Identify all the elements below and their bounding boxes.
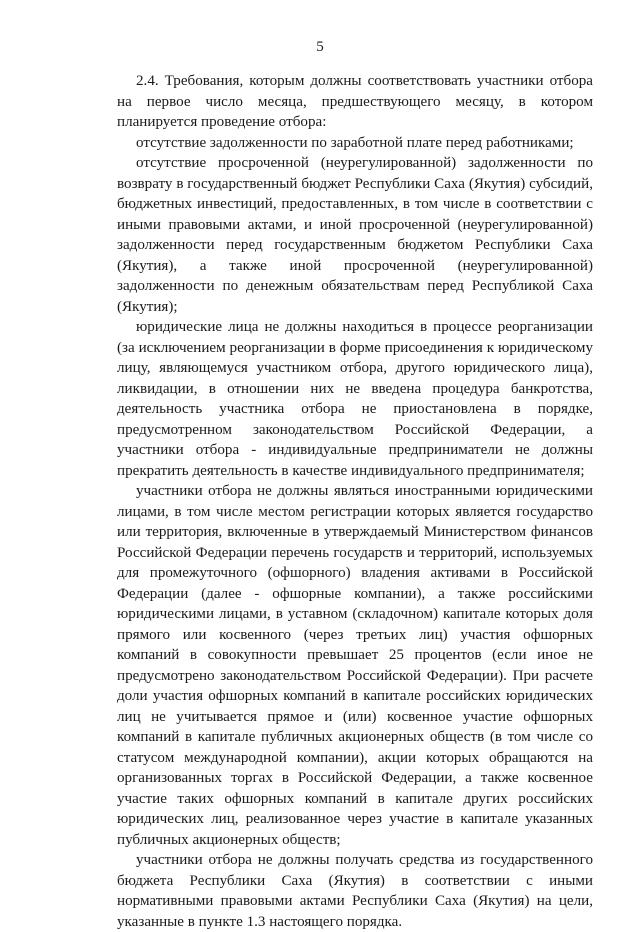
paragraph-no-wage-debt: отсутствие задолженности по заработной плате перед работниками;	[136, 134, 574, 151]
document-body	[117, 71, 593, 932]
paragraph-no-overdue-debt: отсутствие просроченной (неурегулированной) задолженности по возврату в государственный бюджет Республики Саха (Якутия) субсидий, бюджетных инвестиций, предоставленных, в том числе в соответствии с иными правовыми актами, и иной просроченной (неурегулированной) задолженности перед государственным бюджетом Республики Саха (Якутия), а также иной просроченной (неурегулированной) задолженности по денежным обязательствам перед Республикой Саха (Якутия);	[117, 155, 593, 315]
paragraph-no-offshore: участники отбора не должны являться иностранными юридическими лицами, в том числе местом регистрации которых является государство или территория, включенные в утверждаемый Министерством финансов Российской Федерации перечень государств и территорий, используемых для промежуточного (офшорного) владения активами в Российской Федерации (далее - офшорные компании), а также российскими юридическими лицами, в уставном (складочном) капитале которых доля прямого или косвенного (через третьих лиц) участия офшорных компаний в совокупности превышает 25 процентов (если иное не предусмотрено законодательством Российской Федерации). При расчете доли участия офшорных компаний в капитале российских юридических лиц не учитывается прямое и (или) косвенное участие офшорных компаний в капитале публичных акционерных обществ (в том числе со статусом международной компании), акции которых обращаются на организованных торгах в Российской Федерации, а также косвенное участие таких офшорных компаний в капитале других российских юридических лиц, реализованное через участие в капитале указанных публичных акционерных обществ;	[117, 483, 593, 848]
page-number: 5	[316, 39, 324, 55]
paragraph-requirements-heading: 2.4. Требования, которым должны соответствовать участники отбора на первое число месяца, предшествующего месяцу, в котором планируется проведение отбора:	[117, 73, 593, 130]
paragraph-no-reorganization: юридические лица не должны находиться в процессе реорганизации (за исключением реорганизации в форме присоединения к юридическому лицу, являющемуся участником отбора, другого юридического лица), ликвидации, в отношении них не введена процедура банкротства, деятельность участника отбора не приостановлена в порядке, предусмотренном законодательством Российской Федерации, а участники отбора - индивидуальные предприниматели не должны прекратить деятельность в качестве индивидуального предпринимателя;	[117, 319, 593, 479]
paragraph-no-other-funds: участники отбора не должны получать средства из государственного бюджета Республики Саха (Якутия) в соответствии с иными нормативными правовыми актами Республики Саха (Якутия) на цели, указанные в пункте 1.3 настоящего порядка.	[117, 852, 593, 930]
